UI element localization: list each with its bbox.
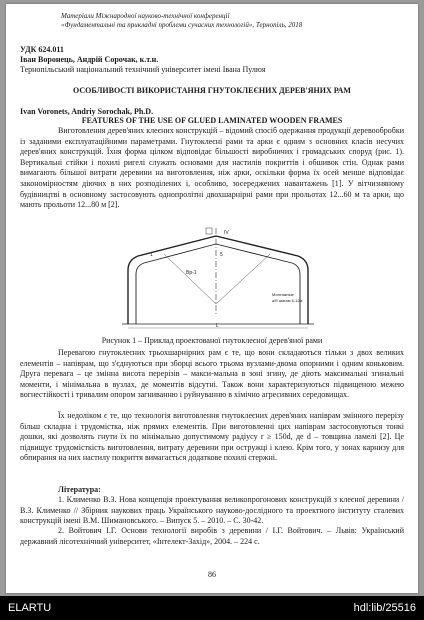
references-title: Література: xyxy=(58,485,101,494)
title-ua: ОСОБЛИВОСТІ ВИКОРИСТАННЯ ГНУТОКЛЕЄНИХ ДЕРЕВ'ЯНИХ РАМ xyxy=(73,86,351,95)
conference-header xyxy=(61,12,401,30)
right-half-frame-outer xyxy=(216,236,308,324)
mounting-note-1: Монтажные xyxy=(272,292,294,297)
mounting-note-2: a/б шагам 6-12м xyxy=(272,298,303,303)
conference-header-line2: «Фундаментальні та прикладні проблеми сучасних технологій», Тернопіль, 2018 xyxy=(61,21,303,29)
right-half-frame-inner xyxy=(216,244,300,324)
label-bp: Bp-1 xyxy=(186,270,197,276)
label-5: 5 xyxy=(220,252,223,258)
repository-footer xyxy=(0,596,424,620)
footer-repository-name: ELARTU xyxy=(8,602,52,614)
authors-ua: Іван Воронець, Андрій Сорочак, к.т.н. xyxy=(20,55,159,64)
figure-caption: Рисунок 1 – Приклад проектованої гнутоклеєної дерев'яної рами xyxy=(101,336,323,345)
paragraph-2: Перевагою гнутоклеєних трьохшарнірних рам є те, що вони складаються тільки з двох великих елементів – напіврам, що з'єднуються при зборці всього трьома вузлами-двома опорними і одним коньковим. Друга перевага – це змінна висота перерізів – макси-мальна в зоні згину, де діють максимальні згинальні моменти, і мінімальна в вузлах, де моментів відсутні. Також вони характеризуються підвищеною межею вогнестійкості і тривалим опором загниванню і руйнуванню в хімічно агресивних середовищах. xyxy=(20,348,404,400)
page-number: 86 xyxy=(208,570,216,579)
reference-1: 1. Клименко В.З. Нова концепція проектування великопрогонових конструкцій з клеєної деревини / В.З. Клименко // Збірник наукових праць Українського науково-дослідного та проектного інституту сталевих конструкцій імені В.М. Шимановського. – Випуск 5. – 2010. – С. 30-42. xyxy=(20,495,404,526)
affiliation: Тернопільський національний технічний університет імені Івана Пулюя xyxy=(20,65,266,74)
reference-2: 2. Войтович І.Г. Основи технології виробів з деревини / І.Г. Войтович. – Львів: Український державний лісотехнічний університет, «Інтелект-Захід», 2004. – 224 с. xyxy=(20,526,404,546)
ridge-node-marker xyxy=(206,228,212,234)
tie-line-left xyxy=(164,254,216,304)
label-span: L xyxy=(216,323,219,329)
label-iv: IV xyxy=(224,230,229,236)
left-half-frame-inner xyxy=(136,244,216,324)
footer-handle: hdl:lib/25516 xyxy=(353,602,416,614)
title-en: FEATURES OF THE USE OF GLUED LAMINATED WOODEN FRAMES xyxy=(81,116,343,125)
label-1: 1 xyxy=(150,252,153,258)
frame-drawing xyxy=(120,226,320,330)
tie-line-right xyxy=(216,254,270,304)
conference-header-line1: Матеріали Міжнародної науково-технічної конференції xyxy=(61,12,230,20)
left-half-frame-outer xyxy=(128,236,216,324)
udc-code: УДК 624.011 xyxy=(20,45,64,54)
document-page xyxy=(6,4,418,593)
paragraph-3: Їх недоліком є те, що технологія виготовлення гнутоклеєних дерев'яних напіврам змінного перерізу більш складна і трудомістка, ніж прямих елементів. При виготовленні цих напіврам застосовуються тонкі дошки, які дозволять гнути їх по мінімально допустимому радіусу r ≥ 150d, де d – товщина ламелі [2]. Це підвищує трудомісткість виготовлення, витрату деревини при остружці і клею. Крім того, у зонах карнизу для обпирання на них настилу покриття вимагається додаткове похилі стержні. xyxy=(20,411,404,463)
authors-en: Ivan Voronets, Andriy Sorochak, Ph.D. xyxy=(20,107,154,116)
paragraph-1: Виготовлення дерев'яних клеєних конструкцій – відомий спосіб одержання продукції деревообробки із заданими експлуатаційними параметрами. Гнутоклеєні рами та арки є одним з основних класів несучих дерев'яних конструкцій. Їхня форма цілком відповідає більшості виробничих і громадських споруд (рис. 1). Вертикальні стійки і похилі ригелі служать основами для настилів покриттів і обшивок стін. Однак рами вимагають більшої витрати деревини на виготовлення, ніж арки, оскільки форма їх осей менше відповідає закономірностям діючих в них розподілених і, особливо, зосереджених навантажень [1]. У вітчизняному будівництві в основному застосовують однопролітні двохшарнірні рами при прольотах 12...60 м та арки, що мають прольоти 12...80 м [2]. xyxy=(20,126,404,210)
